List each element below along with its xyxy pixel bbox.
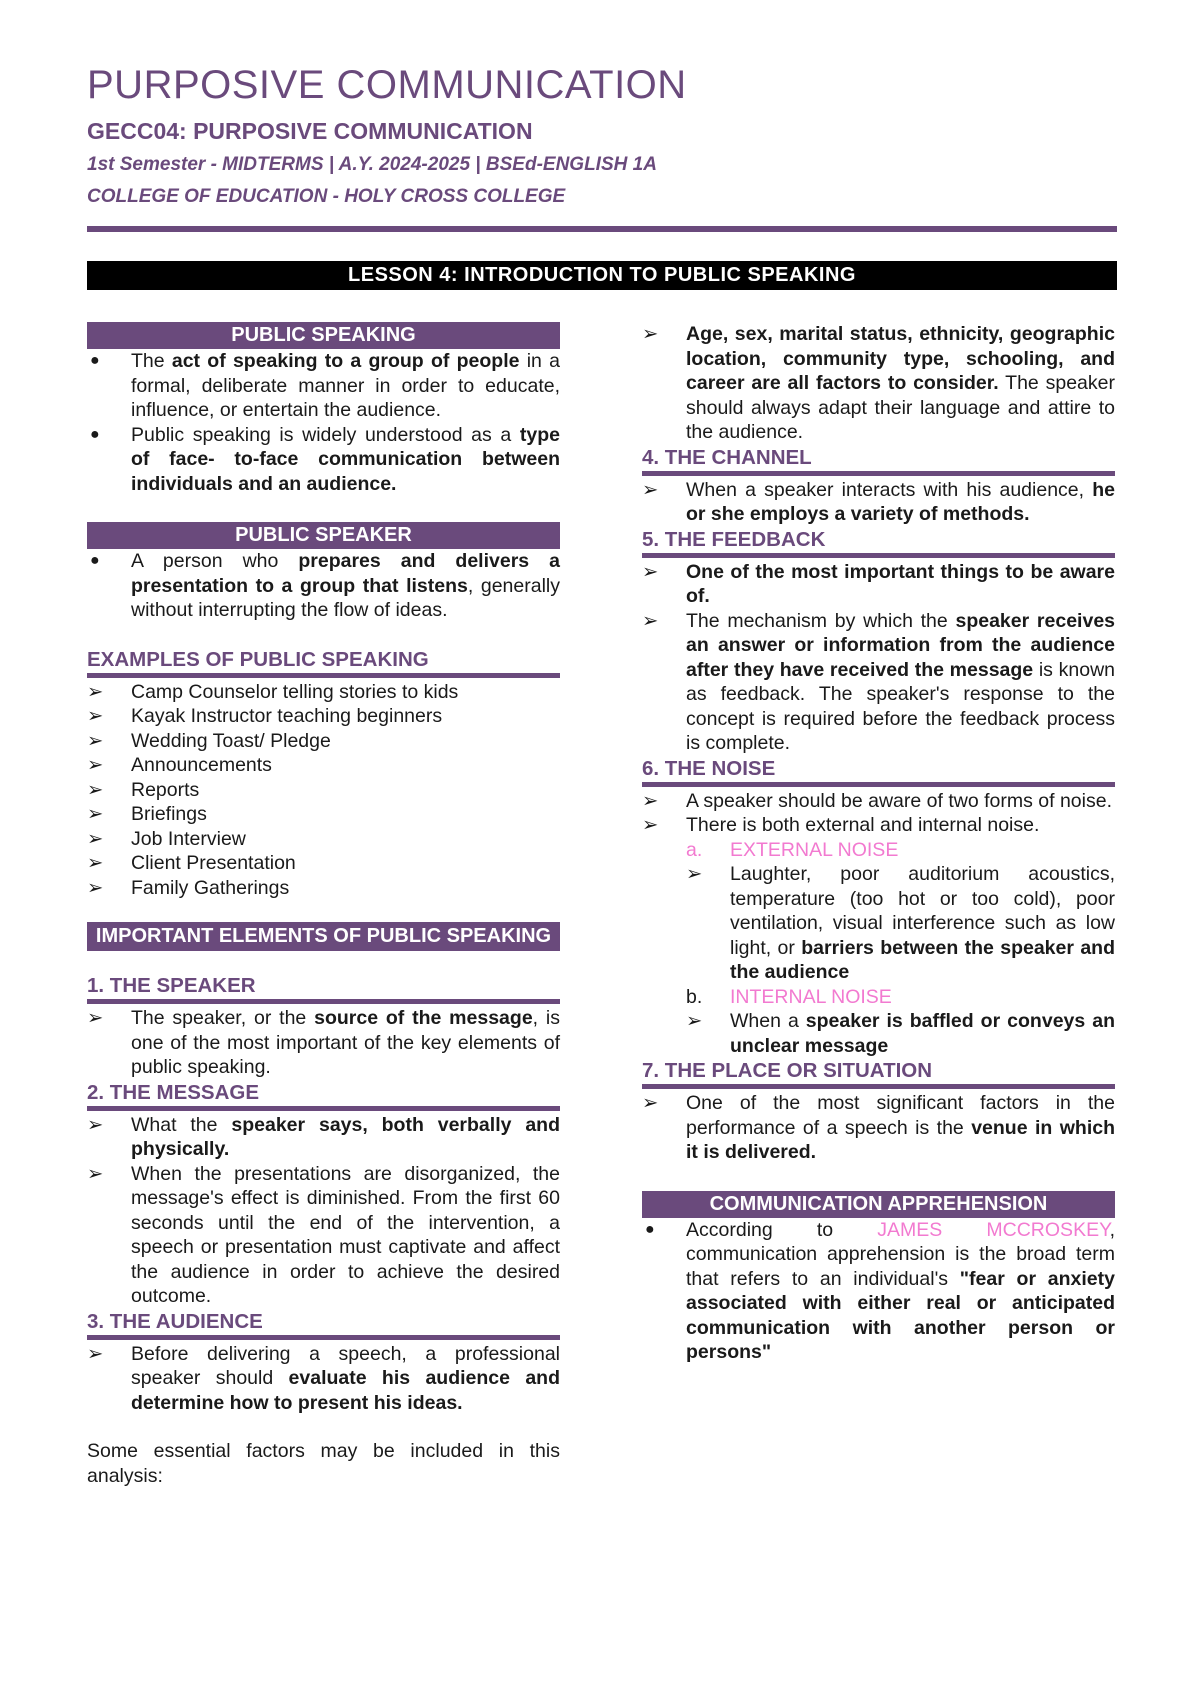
lesson-title: LESSON 4: INTRODUCTION TO PUBLIC SPEAKING — [87, 261, 1117, 290]
arrow-list — [642, 1091, 1115, 1165]
arrow-list — [642, 478, 1115, 527]
list-item — [686, 1009, 1115, 1058]
example-text: Wedding Toast/ Pledge — [131, 729, 331, 752]
section-heading: PUBLIC SPEAKER — [87, 522, 560, 549]
arrow-icon: ➢ — [87, 827, 104, 850]
text: The — [131, 350, 172, 372]
bold-text: act of speaking to a group of people — [171, 350, 520, 372]
text: , communication apprehension is the broad term that refers to an individual's — [686, 1218, 1115, 1290]
arrow-icon: ➢ — [642, 1092, 659, 1114]
example-text: Briefings — [131, 803, 207, 825]
subsection-heading: 3. THE AUDIENCE — [87, 1309, 560, 1340]
bold-text: prepares and delivers a presentation to a group that listens — [131, 550, 560, 597]
list-item — [642, 478, 1115, 527]
list-item — [87, 423, 560, 497]
bullet-list — [87, 349, 560, 496]
arrow-icon: ➢ — [87, 778, 104, 801]
bold-text: he or she employs a variety of methods. — [686, 478, 1115, 525]
arrow-icon: ➢ — [87, 680, 104, 703]
subsection-heading: 7. THE PLACE OR SITUATION — [642, 1058, 1115, 1089]
bold-text: source of the message — [314, 1007, 533, 1029]
right-column — [642, 322, 1115, 1365]
list-item — [87, 729, 560, 754]
list-item — [87, 802, 560, 827]
list-item — [87, 851, 560, 876]
arrow-icon: ➢ — [87, 729, 104, 752]
bullet-icon: ● — [90, 425, 100, 443]
subsection-heading: 1. THE SPEAKER — [87, 973, 560, 1004]
arrow-icon: ➢ — [642, 560, 659, 583]
text: When a — [730, 1010, 806, 1032]
arrow-icon: ➢ — [87, 1162, 104, 1185]
list-item — [642, 609, 1115, 756]
nested-arrow-list — [642, 1009, 1115, 1058]
bullet-list — [642, 1218, 1115, 1365]
list-item — [642, 789, 1115, 814]
arrow-list — [642, 789, 1115, 838]
text: Laughter, poor auditorium acoustics, temperature (too hot or too cold), poor ventilation, visual interference such as low light, or — [730, 863, 1115, 959]
author-name: JAMES MCCROSKEY — [877, 1218, 1110, 1241]
lettered-item — [642, 985, 1115, 1010]
bold-text: speaker says, both verbally and physically. — [131, 1113, 560, 1160]
arrow-icon: ➢ — [642, 789, 659, 812]
subsection-heading: 5. THE FEEDBACK — [642, 527, 1115, 558]
list-item — [87, 778, 560, 803]
bullet-icon: ● — [645, 1220, 655, 1238]
text: The speaker should always adapt their language and attire to the audience. — [686, 372, 1115, 443]
bold-text: "fear or anxiety associated with either real or anticipated communication with another person or persons" — [686, 1267, 1115, 1363]
list-item — [87, 349, 560, 423]
arrow-list — [87, 1113, 560, 1309]
arrow-list — [87, 1006, 560, 1080]
bullet-icon: ● — [90, 352, 100, 369]
arrow-icon: ➢ — [87, 705, 104, 727]
paragraph: Some essential factors may be included in this analysis: — [87, 1440, 560, 1487]
text: The mechanism by which the — [686, 609, 956, 632]
list-item — [87, 876, 560, 901]
text: , generally without interrupting the flow of ideas. — [131, 574, 560, 621]
left-column — [87, 322, 560, 1488]
arrow-icon: ➢ — [87, 1113, 104, 1136]
college-info: COLLEGE OF EDUCATION - HOLY CROSS COLLEGE — [87, 186, 566, 207]
text: When the presentations are disorganized, the message's effect is diminished. From the first 60 seconds until the end of the intervention, a speech or presentation must captivate and affect the audience in order to achieve the desired outcome. — [131, 1162, 560, 1307]
list-letter: b. — [686, 985, 703, 1008]
list-item — [87, 1342, 560, 1416]
text: There is both external and internal noise. — [686, 814, 1040, 836]
example-text: Job Interview — [131, 827, 246, 850]
subsection-heading: EXAMPLES OF PUBLIC SPEAKING — [87, 647, 560, 678]
document-header — [87, 58, 1117, 210]
bullet-icon: ● — [90, 552, 100, 569]
list-item — [87, 1006, 560, 1080]
bold-text: evaluate his audience and determine how to present his ideas. — [131, 1367, 560, 1414]
noise-type-label: INTERNAL NOISE — [730, 985, 892, 1008]
list-item — [87, 680, 560, 705]
lettered-item — [642, 838, 1115, 863]
subsection-heading: 4. THE CHANNEL — [642, 445, 1115, 476]
bold-text: speaker is baffled or conveys an unclear message — [730, 1010, 1115, 1057]
list-letter: a. — [686, 838, 703, 861]
semester-info: 1st Semester - MIDTERMS | A.Y. 2024-2025 | BSEd-ENGLISH 1A — [87, 154, 657, 175]
header-divider — [87, 226, 1117, 232]
noise-type-label: EXTERNAL NOISE — [730, 838, 899, 861]
bold-text: One of the most important things to be aware of. — [686, 560, 1115, 607]
arrow-icon: ➢ — [642, 814, 659, 836]
examples-list — [87, 680, 560, 901]
example-text: Client Presentation — [131, 852, 296, 874]
text: , is one of the most important of the key elements of public speaking. — [131, 1007, 561, 1078]
bold-text: venue in which it is delivered. — [686, 1116, 1115, 1163]
text: Before delivering a speech, a professional speaker should — [131, 1342, 560, 1389]
section-heading: IMPORTANT ELEMENTS OF PUBLIC SPEAKING — [87, 922, 560, 951]
arrow-icon: ➢ — [87, 876, 104, 899]
arrow-icon: ➢ — [87, 1007, 104, 1029]
subsection-heading: 6. THE NOISE — [642, 756, 1115, 787]
arrow-icon: ➢ — [686, 1010, 703, 1032]
text: A speaker should be aware of two forms of noise. — [686, 789, 1112, 812]
text: When a speaker interacts with his audience, — [686, 478, 1093, 501]
arrow-icon: ➢ — [686, 863, 703, 885]
example-text: Camp Counselor telling stories to kids — [131, 680, 459, 703]
arrow-icon: ➢ — [642, 609, 659, 632]
arrow-list — [642, 560, 1115, 756]
bold-text: barriers between the speaker and the audience — [730, 936, 1115, 983]
list-item — [87, 827, 560, 852]
list-item — [87, 753, 560, 778]
arrow-list — [87, 1342, 560, 1416]
section-heading: COMMUNICATION APPREHENSION — [642, 1191, 1115, 1218]
text: Public speaking is widely understood as a — [131, 423, 520, 446]
bold-text: Age, sex, marital status, ethnicity, geographic location, community type, schooling, and career are all factors to consider. — [686, 323, 1115, 394]
bold-text: speaker receives an answer or information from the audience after they have received the message — [686, 609, 1116, 681]
nested-arrow-list — [642, 862, 1115, 985]
arrow-icon: ➢ — [642, 478, 659, 501]
list-item — [642, 1091, 1115, 1165]
arrow-icon: ➢ — [87, 852, 104, 874]
subsection-heading: 2. THE MESSAGE — [87, 1080, 560, 1111]
arrow-icon: ➢ — [642, 323, 659, 345]
section-heading: PUBLIC SPEAKING — [87, 322, 560, 349]
list-item — [87, 704, 560, 729]
list-item — [87, 1162, 560, 1309]
document-title: PURPOSIVE COMMUNICATION — [87, 63, 687, 107]
arrow-icon: ➢ — [87, 754, 104, 776]
list-item — [87, 1113, 560, 1162]
bullet-list — [87, 549, 560, 623]
list-item — [642, 1218, 1115, 1365]
list-item — [642, 813, 1115, 838]
text: A person who — [131, 550, 299, 572]
arrow-icon: ➢ — [87, 1342, 104, 1365]
text: One of the most significant factors in the performance of a speech is the — [686, 1092, 1115, 1139]
example-text: Announcements — [131, 754, 272, 776]
list-item — [686, 862, 1115, 985]
text: in a formal, deliberate manner in order to educate, influence, or entertain the audience. — [131, 350, 560, 421]
text: The speaker, or the — [131, 1007, 315, 1029]
list-item — [642, 560, 1115, 609]
text: According to — [686, 1218, 878, 1241]
text: is known as feedback. The speaker's response to the concept is required before the feedback process is complete. — [686, 658, 1115, 754]
example-text: Kayak Instructor teaching beginners — [131, 705, 443, 727]
arrow-list — [642, 322, 1115, 445]
course-code: GECC04: PURPOSIVE COMMUNICATION — [87, 118, 533, 144]
example-text: Reports — [131, 778, 200, 801]
list-item — [87, 549, 560, 623]
example-text: Family Gatherings — [131, 876, 290, 899]
arrow-icon: ➢ — [87, 803, 104, 825]
text: What the — [131, 1113, 232, 1136]
list-item — [642, 322, 1115, 445]
bold-text: type of face- to-face communication between individuals and an audience. — [131, 423, 560, 495]
